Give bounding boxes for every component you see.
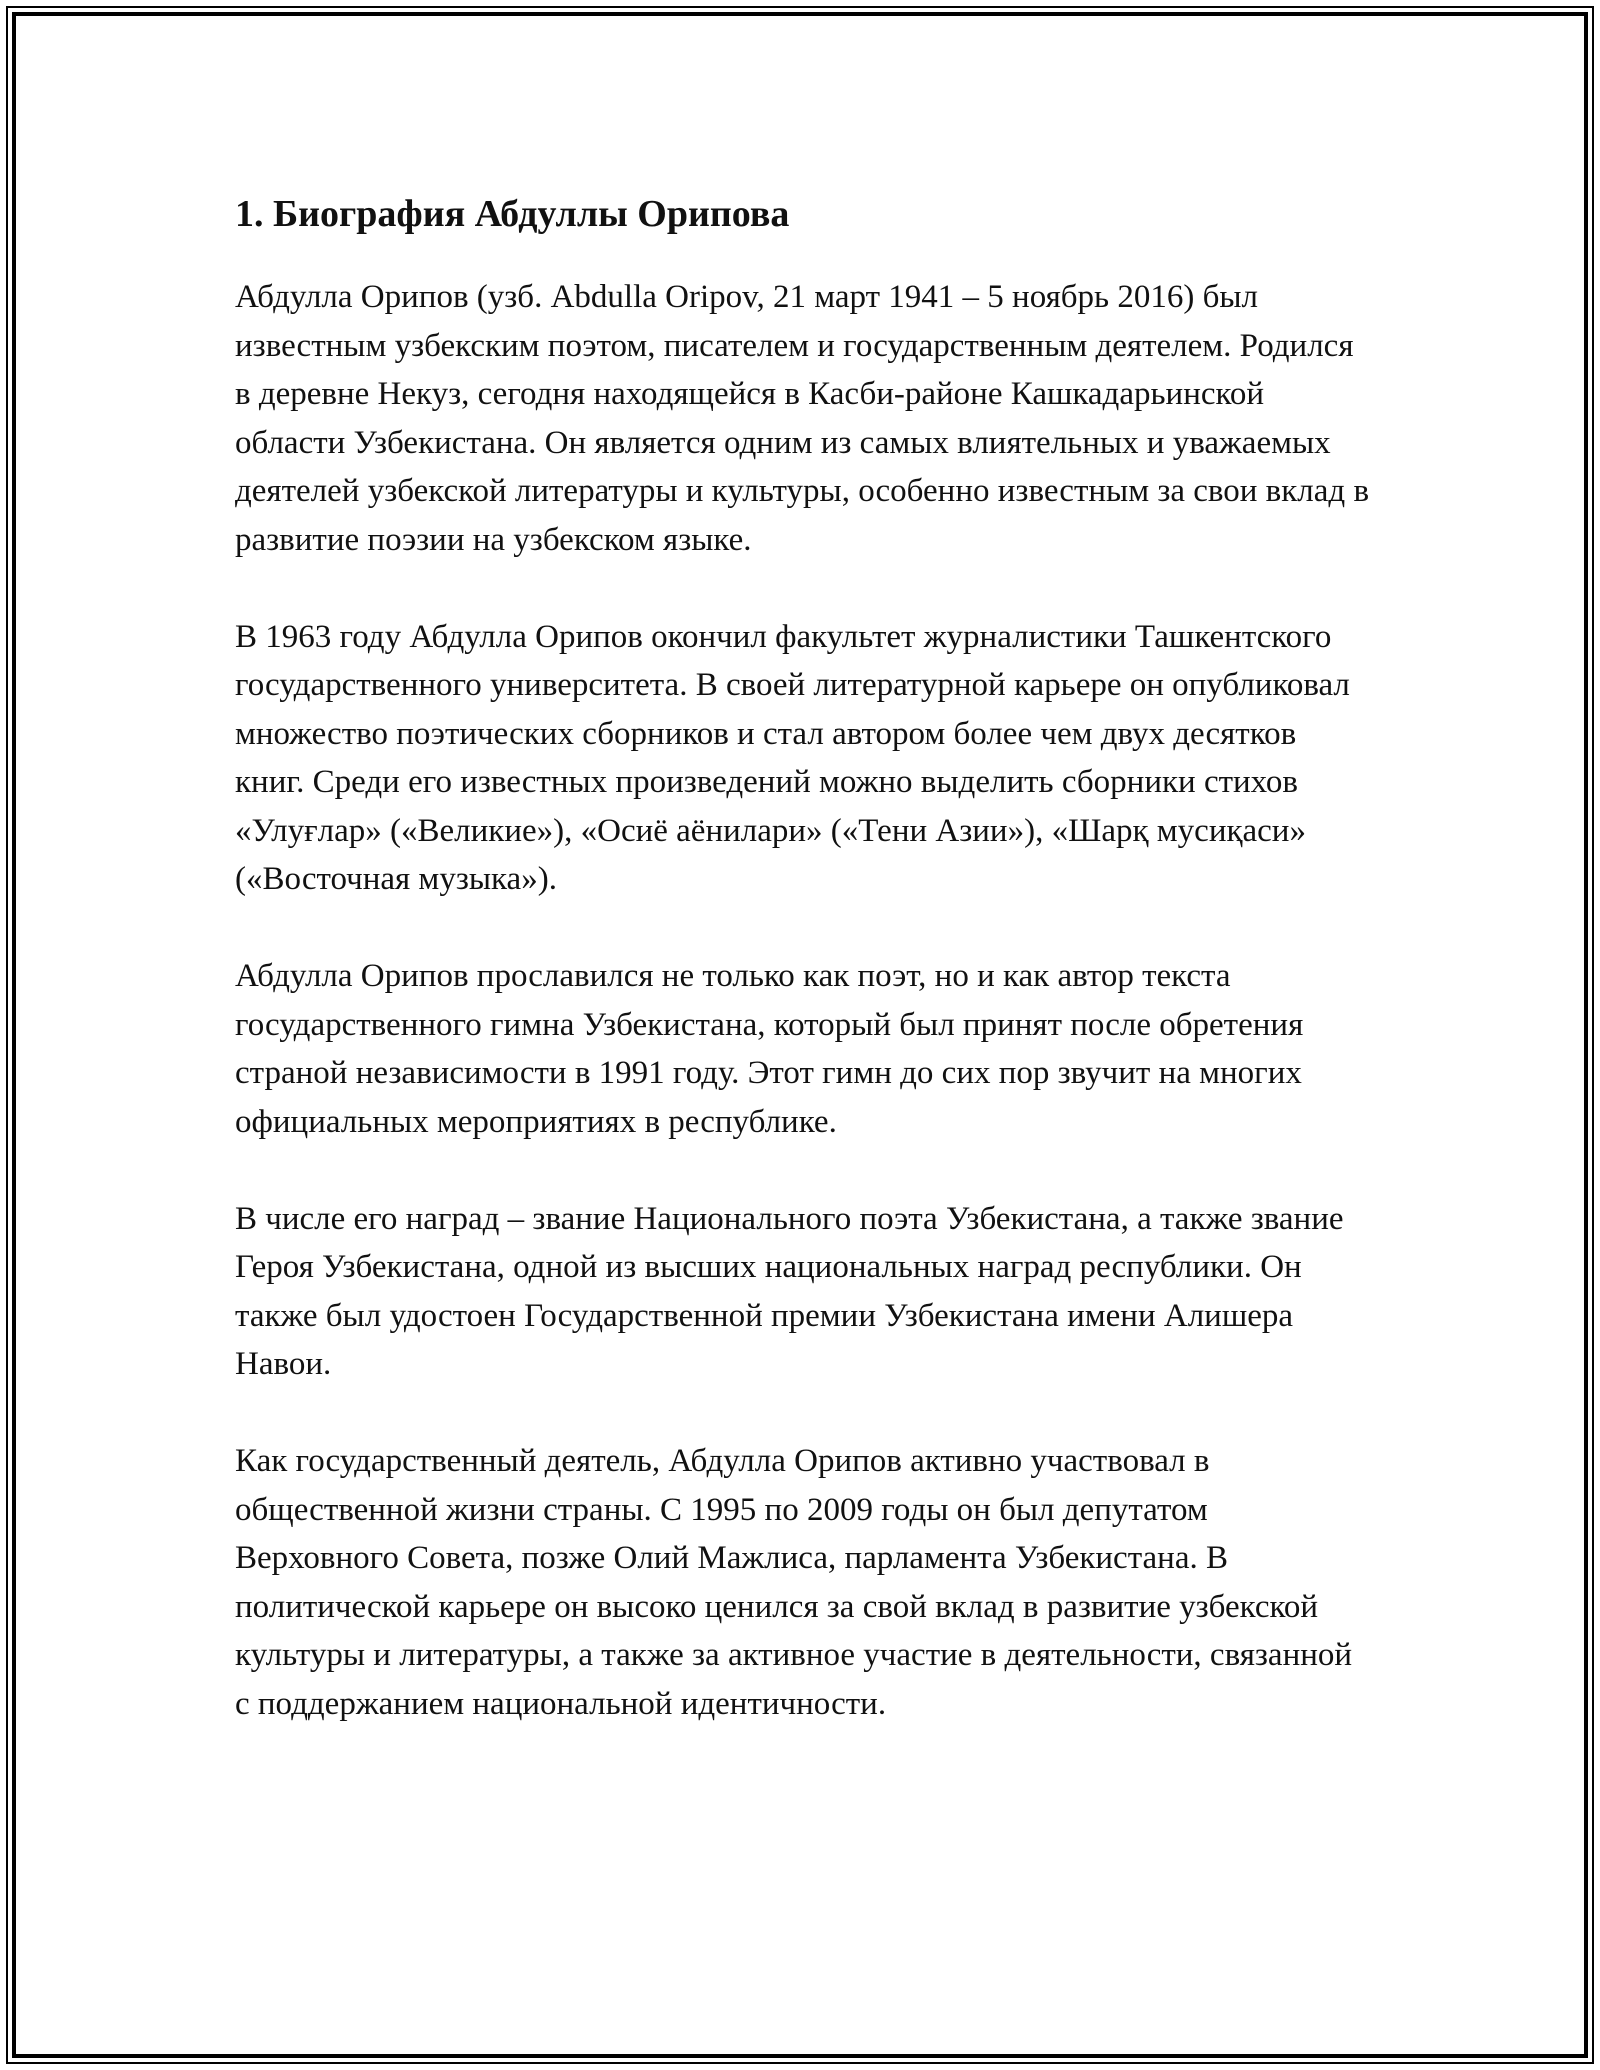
paragraph-biography-intro: Абдулла Орипов (узб. Abdulla Oripov, 21 март 1941 – 5 ноябрь 2016) был известным узбекским поэтом, писателем и государственным деятелем. Родился в деревне Некуз, сегодня находящейся в Касби-районе Кашкадарьинской области Узбекистана. Он является одним из самых влиятельных и уважаемых деятелей узбекской литературы и культуры, особенно известным за свои вклад в развитие поэзии на узбекском языке.: [235, 279, 1370, 558]
document-body: [235, 185, 1370, 1728]
paragraph-political-activity: Как государственный деятель, Абдулла Орипов активно участвовал в общественной жизни страны. С 1995 по 2009 годы он был депутатом Верховного Совета, позже Олий Мажлиса, парламента Узбекистана. В политической карьере он высоко ценился за свой вклад в развитие узбекской культуры и литературы, а также за активное участие в деятельности, связанной с поддержанием национальной идентичности.: [235, 1443, 1353, 1722]
document-heading: 1. Биография Абдуллы Орипова: [235, 193, 790, 235]
paragraph-education-career: В 1963 году Абдулла Орипов окончил факультет журналистики Ташкентского государственного университета. В своей литературной карьере он опубликовал множество поэтических сборников и стал автором более чем двух десятков книг. Среди его известных произведений можно выделить сборники стихов «Улуғлар» («Великие»), «Осиё аёнилари» («Тени Азии»), «Шарқ мусиқаси» («Восточная музыка»).: [235, 618, 1350, 897]
paragraph-awards: В числе его наград – звание Национального поэта Узбекистана, а также звание Героя Узбекистана, одной из высших национальных наград республики. Он также был удостоен Государственной премии Узбекистана имени Алишера Навои.: [235, 1200, 1344, 1382]
paragraph-anthem: Абдулла Орипов прославился не только как поэт, но и как автор текста государственного гимна Узбекистана, который был принят после обретения страной независимости в 1991 году. Этот гимн до сих пор звучит на многих официальных мероприятиях в республике.: [235, 958, 1304, 1140]
